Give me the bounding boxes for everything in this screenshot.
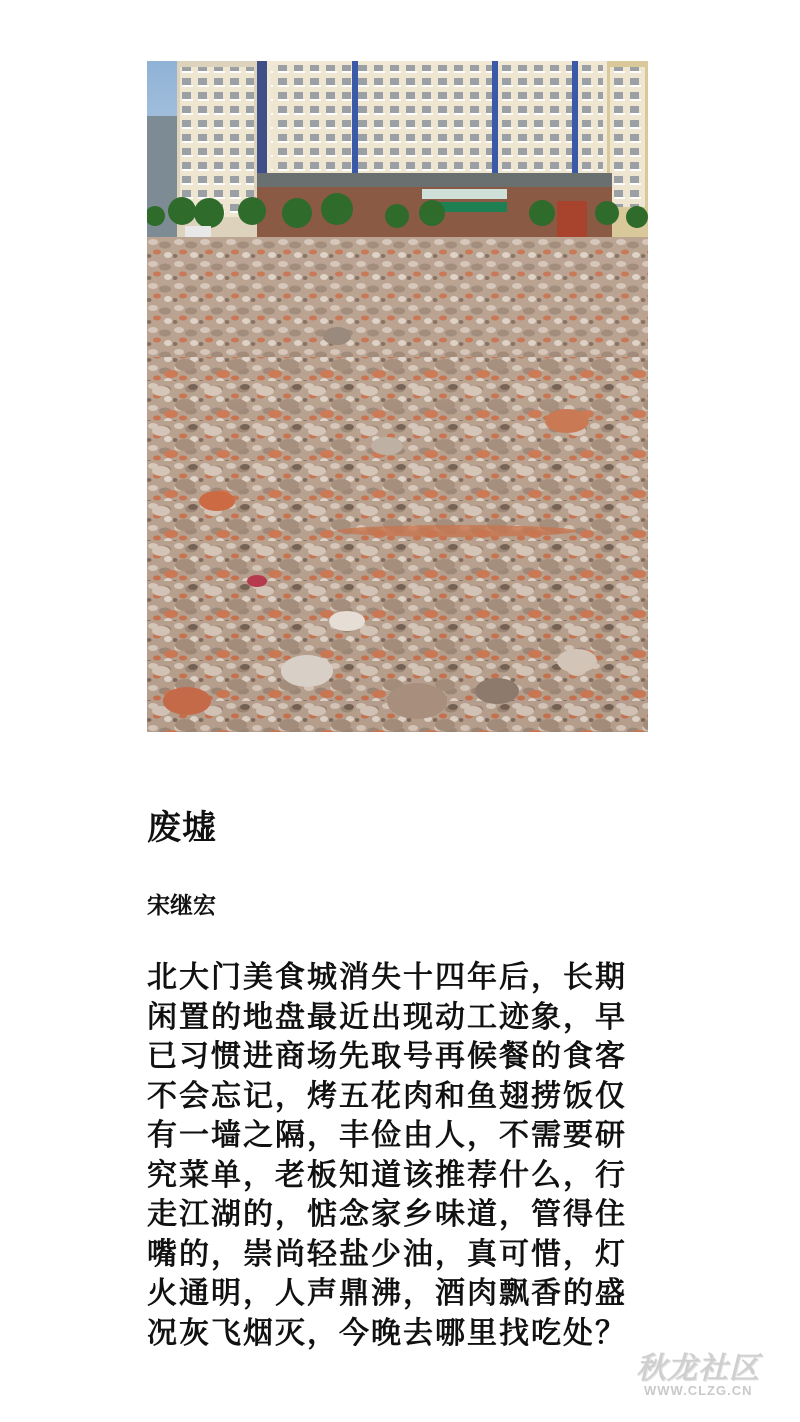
poem-line: 已习惯进商场先取号再候餐的食客 — [147, 1039, 627, 1074]
watermark-url: WWW.CLZG.CN — [644, 1383, 753, 1398]
site-watermark — [636, 1343, 788, 1407]
rubble-photo — [147, 61, 648, 732]
poem-line: 不会忘记，烤五花肉和鱼翅捞饭仅 — [147, 1078, 627, 1114]
poem-line: 闲置的地盘最近出现动工迹象，早 — [147, 999, 627, 1035]
poem-author: 宋继宏 — [147, 892, 216, 919]
poem-line: 北大门美食城消失十四年后，长期 — [147, 960, 627, 995]
poem-title: 废墟 — [147, 808, 217, 848]
poem-line: 走江湖的，惦念家乡味道，管得住 — [147, 1197, 627, 1232]
poem-line: 火通明，人声鼎沸，酒肉飘香的盛 — [147, 1276, 627, 1311]
rubble-field-photo-icon — [147, 61, 648, 732]
poem-body — [147, 958, 657, 1353]
poem-line: 况灰飞烟灭，今晚去哪里找吃处？ — [147, 1315, 627, 1351]
poem-line: 有一墙之隔，丰俭由人，不需要研 — [147, 1118, 627, 1153]
poem-line: 究菜单，老板知道该推荐什么，行 — [147, 1157, 627, 1193]
watermark-logo-text: 秋龙社区 — [636, 1351, 760, 1386]
poem-line: 嘴的，崇尚轻盐少油，真可惜，灯 — [147, 1236, 627, 1272]
